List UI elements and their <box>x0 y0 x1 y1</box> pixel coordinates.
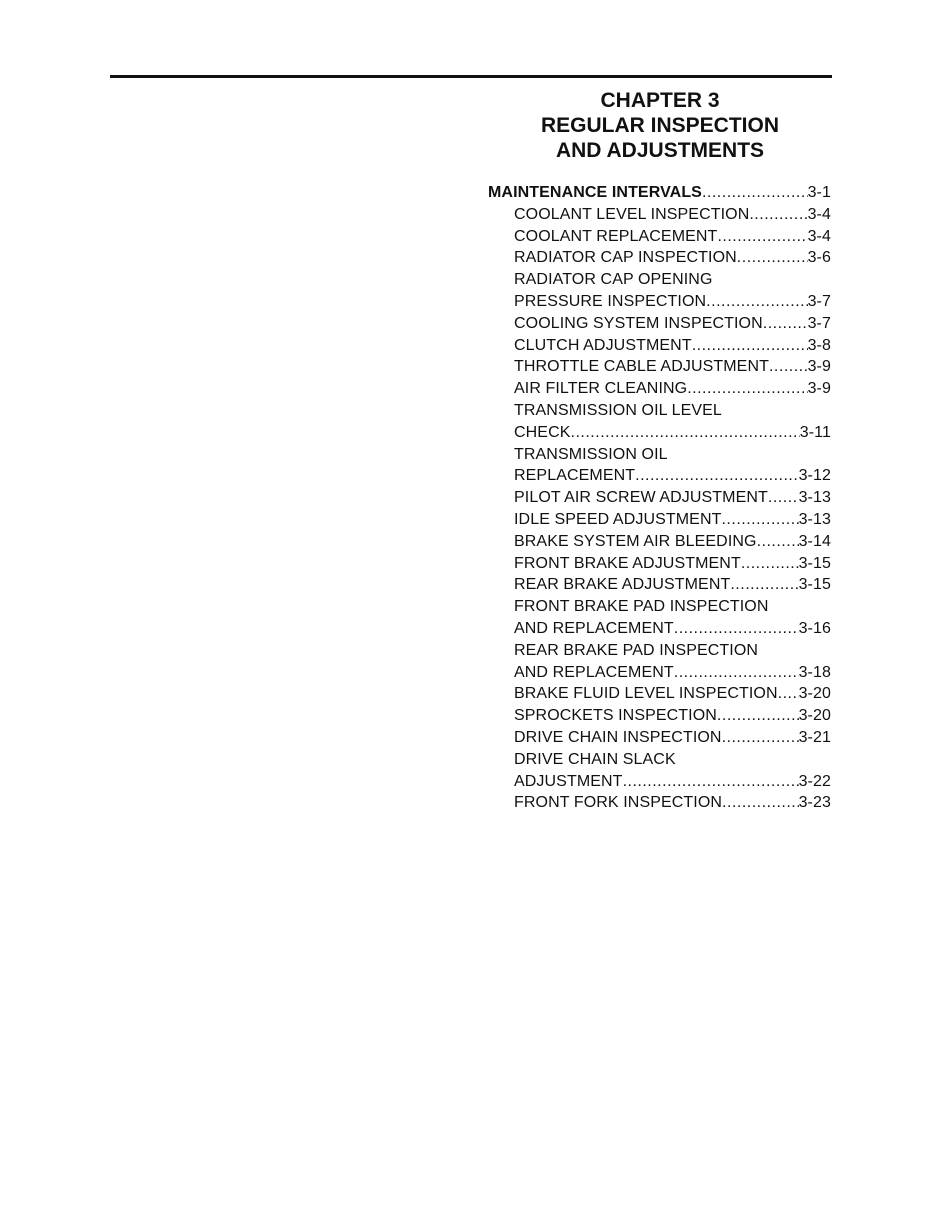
toc-entry-title: DRIVE CHAIN SLACK <box>514 750 676 768</box>
toc-page-number: 3-9 <box>807 380 831 398</box>
toc-entry-title: TRANSMISSION OIL LEVEL <box>514 401 722 419</box>
toc-entry-title: ADJUSTMENT <box>514 772 623 790</box>
toc-entry[interactable] <box>488 509 831 531</box>
toc-leader-dots <box>741 553 799 575</box>
toc-page-number: 3-1 <box>807 184 831 201</box>
toc-entry-title: REAR BRAKE ADJUSTMENT <box>514 576 731 594</box>
toc-entry-title: PRESSURE INSPECTION <box>514 292 707 310</box>
toc-entry[interactable] <box>488 313 831 335</box>
toc-entry-title: THROTTLE CABLE ADJUSTMENT <box>514 358 769 376</box>
toc-entry-title: FRONT FORK INSPECTION <box>514 794 723 812</box>
toc-page-number: 3-23 <box>798 794 831 812</box>
toc-leader-dots <box>769 356 808 378</box>
toc-entry[interactable] <box>488 291 831 313</box>
toc-entry[interactable] <box>488 247 831 269</box>
toc-entry-title: REAR BRAKE PAD INSPECTION <box>514 641 759 659</box>
toc-leader-dots <box>687 378 807 400</box>
toc-entry[interactable] <box>488 705 831 727</box>
toc-leader-dots <box>757 531 799 553</box>
toc-entry[interactable] <box>488 226 831 248</box>
toc-page-number: 3-22 <box>798 772 831 790</box>
toc-entry[interactable] <box>488 662 831 684</box>
toc-page-number: 3-11 <box>799 423 831 441</box>
toc-entry-title: MAINTENANCE INTERVALS <box>488 184 702 201</box>
toc-page-number: 3-21 <box>798 728 831 746</box>
toc-section-entry[interactable] <box>488 182 831 204</box>
chapter-title-line-1: REGULAR INSPECTION <box>540 114 779 137</box>
toc-entry[interactable] <box>488 553 831 575</box>
toc-leader-dots <box>722 727 799 749</box>
toc-page-number: 3-4 <box>807 227 831 245</box>
toc-entry[interactable] <box>488 204 831 226</box>
toc-entry-title: IDLE SPEED ADJUSTMENT <box>514 510 722 528</box>
table-of-contents <box>488 182 831 814</box>
toc-entry[interactable] <box>488 792 831 814</box>
toc-entry-title: TRANSMISSION OIL <box>514 445 668 463</box>
toc-page-number: 3-13 <box>798 489 831 507</box>
toc-entry-title: AND REPLACEMENT <box>514 663 674 681</box>
toc-leader-dots <box>722 792 799 814</box>
toc-entry[interactable] <box>488 531 831 553</box>
toc-page-number: 3-14 <box>798 532 831 550</box>
toc-leader-dots <box>623 771 799 793</box>
toc-page-number: 3-16 <box>798 619 831 637</box>
toc-leader-dots <box>571 422 800 444</box>
toc-page-number: 3-20 <box>798 707 831 725</box>
toc-leader-dots <box>717 705 799 727</box>
toc-leader-dots <box>692 335 808 357</box>
toc-entry-title: CHECK <box>514 423 571 441</box>
toc-entry-title: SPROCKETS INSPECTION <box>514 707 717 725</box>
toc-entry[interactable] <box>488 356 831 378</box>
toc-page-number: 3-7 <box>807 292 831 310</box>
toc-entry[interactable] <box>488 771 831 793</box>
toc-entry[interactable] <box>488 335 831 357</box>
toc-page-number: 3-13 <box>798 510 831 528</box>
toc-entry-continued <box>488 596 831 618</box>
toc-entry-title: PILOT AIR SCREW ADJUSTMENT <box>514 489 768 507</box>
toc-entry-title: COOLANT LEVEL INSPECTION <box>514 205 750 223</box>
toc-entry-title: RADIATOR CAP OPENING <box>514 271 713 289</box>
toc-entry-continued <box>488 749 831 771</box>
toc-entry-title: RADIATOR CAP INSPECTION <box>514 249 737 267</box>
toc-entry[interactable] <box>488 727 831 749</box>
toc-entry-continued <box>488 400 831 422</box>
toc-leader-dots <box>717 226 807 248</box>
chapter-heading <box>488 88 832 163</box>
toc-entry-continued <box>488 444 831 466</box>
toc-leader-dots <box>674 618 799 640</box>
toc-page-number: 3-4 <box>807 205 831 223</box>
toc-entry-title: CLUTCH ADJUSTMENT <box>514 336 692 354</box>
toc-page-number: 3-18 <box>798 663 831 681</box>
toc-leader-dots <box>778 683 799 705</box>
toc-page-number: 3-12 <box>798 467 831 485</box>
toc-entry-title: COOLANT REPLACEMENT <box>514 227 718 245</box>
toc-entry[interactable] <box>488 618 831 640</box>
toc-entry[interactable] <box>488 683 831 705</box>
toc-entry-title: FRONT BRAKE ADJUSTMENT <box>514 554 741 572</box>
toc-entry[interactable] <box>488 422 831 444</box>
toc-page-number: 3-8 <box>807 336 831 354</box>
toc-leader-dots <box>721 509 798 531</box>
toc-leader-dots <box>737 247 808 269</box>
chapter-title-line-2: AND ADJUSTMENTS <box>555 139 765 162</box>
toc-entry-title: AND REPLACEMENT <box>514 619 674 637</box>
toc-entry[interactable] <box>488 487 831 509</box>
toc-page-number: 3-9 <box>807 358 831 376</box>
toc-page-number: 3-6 <box>807 249 831 267</box>
toc-entry-title: FRONT BRAKE PAD INSPECTION <box>514 598 769 616</box>
toc-page-number: 3-15 <box>798 554 831 572</box>
toc-leader-dots <box>635 465 798 487</box>
toc-leader-dots <box>706 291 807 313</box>
toc-entry-title: COOLING SYSTEM INSPECTION <box>514 314 763 332</box>
toc-entry-title: BRAKE FLUID LEVEL INSPECTION <box>514 685 778 703</box>
toc-entry[interactable] <box>488 378 831 400</box>
toc-leader-dots <box>674 662 799 684</box>
toc-leader-dots <box>702 182 808 204</box>
toc-entry[interactable] <box>488 574 831 596</box>
toc-page-number: 3-15 <box>798 576 831 594</box>
toc-entry-title: DRIVE CHAIN INSPECTION <box>514 728 722 746</box>
toc-page-number: 3-20 <box>798 685 831 703</box>
top-rule <box>110 75 832 78</box>
chapter-number: CHAPTER 3 <box>600 89 720 112</box>
toc-page-number: 3-7 <box>807 314 831 332</box>
toc-entry[interactable] <box>488 465 831 487</box>
toc-leader-dots <box>763 313 808 335</box>
toc-leader-dots <box>768 487 799 509</box>
toc-entry-title: AIR FILTER CLEANING <box>514 380 688 398</box>
toc-leader-dots <box>749 204 807 226</box>
toc-leader-dots <box>730 574 798 596</box>
toc-entry-continued <box>488 640 831 662</box>
toc-entry-continued <box>488 269 831 291</box>
toc-entry-title: BRAKE SYSTEM AIR BLEEDING <box>514 532 757 550</box>
toc-entry-title: REPLACEMENT <box>514 467 636 485</box>
